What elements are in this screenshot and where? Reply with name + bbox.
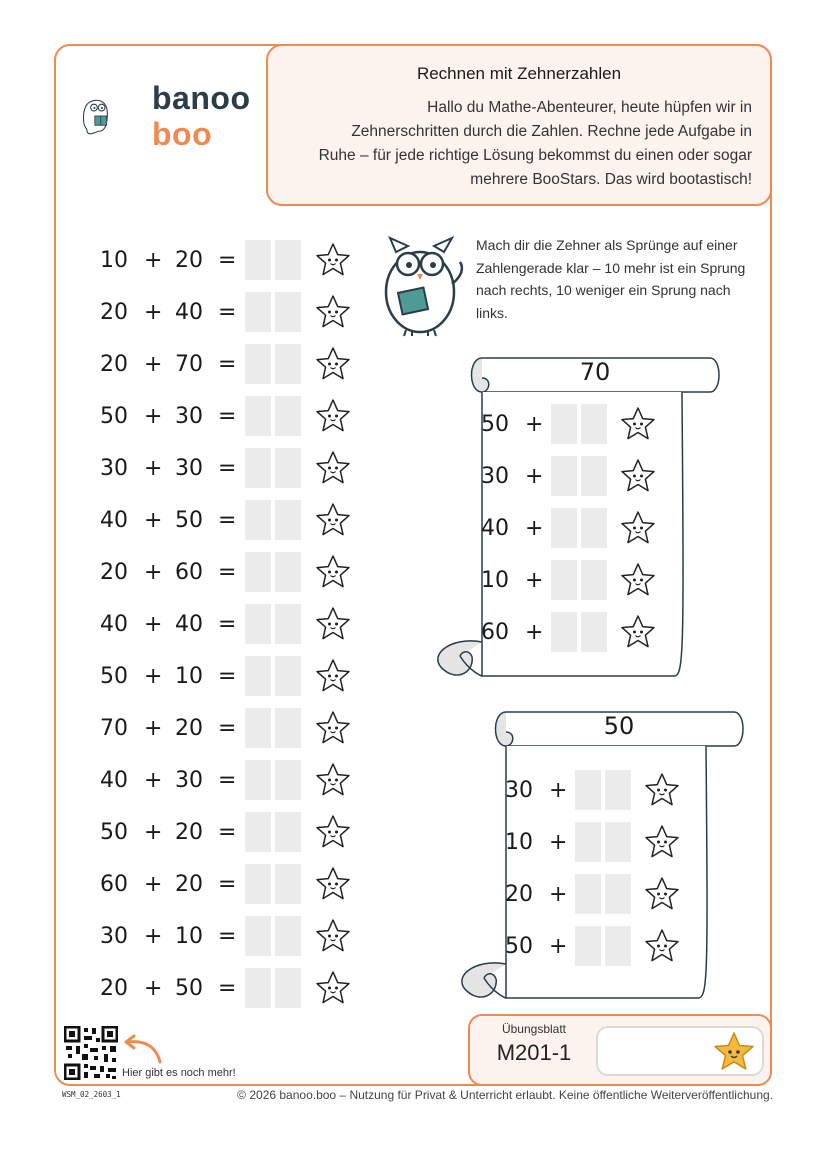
answer-ones-box[interactable] bbox=[581, 612, 607, 652]
star-icon bbox=[643, 927, 681, 965]
equals-sign: = bbox=[218, 404, 237, 429]
star-icon bbox=[314, 761, 352, 799]
answer-ones-box[interactable] bbox=[605, 874, 631, 914]
operator: + bbox=[144, 768, 163, 793]
operand-b: 30 bbox=[175, 404, 203, 429]
star-icon bbox=[314, 397, 352, 435]
answer-tens-box[interactable] bbox=[245, 448, 271, 488]
answer-ones-box[interactable] bbox=[275, 240, 301, 280]
equals-sign: = bbox=[218, 456, 237, 481]
operand-a: 10 bbox=[100, 248, 128, 273]
answer-tens-box[interactable] bbox=[245, 604, 271, 644]
star-icon bbox=[314, 813, 352, 851]
operand-b: 40 bbox=[175, 612, 203, 637]
operand-a: 40 bbox=[100, 508, 128, 533]
copyright-footer: © 2026 banoo.boo – Nutzung für Privat & Unterricht erlaubt. Keine öffentliche Weiterveröffentlichung. bbox=[237, 1088, 773, 1102]
star-icon bbox=[314, 969, 352, 1007]
operator: + bbox=[525, 620, 544, 645]
answer-ones-box[interactable] bbox=[275, 396, 301, 436]
answer-ones-box[interactable] bbox=[581, 508, 607, 548]
operand-b: 40 bbox=[175, 300, 203, 325]
operand-a: 20 bbox=[505, 882, 533, 907]
answer-ones-box[interactable] bbox=[275, 968, 301, 1008]
answer-tens-box[interactable] bbox=[245, 500, 271, 540]
ghost-logo-icon bbox=[78, 66, 158, 166]
operand-b: 50 bbox=[175, 976, 203, 1001]
star-icon bbox=[619, 613, 657, 651]
operand-a: 50 bbox=[100, 404, 128, 429]
answer-ones-box[interactable] bbox=[605, 770, 631, 810]
operand-a: 30 bbox=[481, 464, 509, 489]
sheet-info-box bbox=[468, 1014, 772, 1086]
answer-tens-box[interactable] bbox=[245, 396, 271, 436]
scroll-task-row bbox=[505, 822, 585, 862]
operator: + bbox=[144, 976, 163, 1001]
equals-sign: = bbox=[218, 924, 237, 949]
tip-line: nach rechts, 10 weniger ein Sprung nach bbox=[476, 282, 731, 298]
star-icon bbox=[314, 293, 352, 331]
star-icon bbox=[314, 449, 352, 487]
tip-text bbox=[476, 234, 776, 324]
operand-a: 40 bbox=[100, 612, 128, 637]
scroll-task-row bbox=[481, 404, 561, 444]
operand-a: 50 bbox=[100, 820, 128, 845]
answer-ones-box[interactable] bbox=[275, 656, 301, 696]
operand-a: 50 bbox=[100, 664, 128, 689]
operand-b: 30 bbox=[175, 456, 203, 481]
operator: + bbox=[144, 612, 163, 637]
equals-sign: = bbox=[218, 664, 237, 689]
answer-ones-box[interactable] bbox=[275, 552, 301, 592]
star-icon bbox=[619, 457, 657, 495]
star-icon bbox=[619, 561, 657, 599]
scroll-task-row bbox=[505, 874, 585, 914]
operand-a: 20 bbox=[100, 560, 128, 585]
star-icon bbox=[643, 823, 681, 861]
star-icon bbox=[314, 501, 352, 539]
answer-ones-box[interactable] bbox=[275, 760, 301, 800]
equals-sign: = bbox=[218, 976, 237, 1001]
equals-sign: = bbox=[218, 768, 237, 793]
intro-text bbox=[312, 96, 752, 192]
answer-ones-box[interactable] bbox=[275, 864, 301, 904]
equals-sign: = bbox=[218, 612, 237, 637]
logo-text-banoo: banoo bbox=[152, 80, 251, 116]
answer-tens-box[interactable] bbox=[245, 240, 271, 280]
intro-box bbox=[266, 44, 772, 206]
sheet-label: Übungsblatt bbox=[501, 1022, 567, 1036]
answer-tens-box[interactable] bbox=[551, 456, 577, 496]
scroll-task-row bbox=[505, 770, 585, 810]
answer-ones-box[interactable] bbox=[275, 448, 301, 488]
answer-ones-box[interactable] bbox=[605, 822, 631, 862]
operator: + bbox=[144, 300, 163, 325]
answer-ones-box[interactable] bbox=[581, 560, 607, 600]
scroll-task-row bbox=[505, 926, 585, 966]
operator: + bbox=[525, 516, 544, 541]
equals-sign: = bbox=[218, 820, 237, 845]
operator: + bbox=[525, 412, 544, 437]
answer-ones-box[interactable] bbox=[275, 916, 301, 956]
operator: + bbox=[549, 882, 568, 907]
equals-sign: = bbox=[218, 508, 237, 533]
score-field[interactable] bbox=[596, 1026, 764, 1076]
scroll-task-row bbox=[481, 456, 561, 496]
operator: + bbox=[549, 934, 568, 959]
answer-tens-box[interactable] bbox=[575, 874, 601, 914]
answer-tens-box[interactable] bbox=[575, 926, 601, 966]
star-icon bbox=[314, 917, 352, 955]
star-icon bbox=[643, 771, 681, 809]
answer-tens-box[interactable] bbox=[245, 552, 271, 592]
tip-line: links. bbox=[476, 304, 508, 321]
scroll-1-target: 70 bbox=[579, 358, 611, 386]
answer-ones-box[interactable] bbox=[275, 500, 301, 540]
answer-tens-box[interactable] bbox=[551, 560, 577, 600]
star-icon bbox=[314, 709, 352, 747]
star-icon bbox=[619, 509, 657, 547]
scroll-task-row bbox=[481, 508, 561, 548]
star-icon bbox=[314, 345, 352, 383]
answer-tens-box[interactable] bbox=[551, 612, 577, 652]
answer-ones-box[interactable] bbox=[605, 926, 631, 966]
equals-sign: = bbox=[218, 352, 237, 377]
operand-b: 60 bbox=[175, 560, 203, 585]
owl-teacher-icon bbox=[378, 232, 476, 337]
operand-a: 20 bbox=[100, 300, 128, 325]
star-icon bbox=[314, 657, 352, 695]
operand-a: 20 bbox=[100, 976, 128, 1001]
equals-sign: = bbox=[218, 248, 237, 273]
operand-b: 20 bbox=[175, 716, 203, 741]
answer-tens-box[interactable] bbox=[245, 292, 271, 332]
star-icon bbox=[643, 875, 681, 913]
star-icon bbox=[314, 605, 352, 643]
equals-sign: = bbox=[218, 560, 237, 585]
answer-tens-box[interactable] bbox=[551, 404, 577, 444]
answer-tens-box[interactable] bbox=[245, 812, 271, 852]
answer-tens-box[interactable] bbox=[245, 968, 271, 1008]
operand-a: 50 bbox=[505, 934, 533, 959]
star-icon bbox=[314, 553, 352, 591]
operator: + bbox=[144, 924, 163, 949]
operand-a: 10 bbox=[505, 830, 533, 855]
operand-b: 70 bbox=[175, 352, 203, 377]
answer-ones-box[interactable] bbox=[581, 404, 607, 444]
intro-line: Hallo du Mathe-Abenteurer, heute hüpfen wir in bbox=[427, 99, 752, 116]
scroll-2-target: 50 bbox=[603, 712, 635, 740]
answer-tens-box[interactable] bbox=[245, 916, 271, 956]
equals-sign: = bbox=[218, 716, 237, 741]
operand-a: 50 bbox=[481, 412, 509, 437]
scroll-task-row bbox=[481, 612, 561, 652]
operator: + bbox=[144, 456, 163, 481]
operator: + bbox=[525, 568, 544, 593]
logo-text-boo: boo bbox=[152, 116, 213, 152]
operator: + bbox=[144, 872, 163, 897]
operand-a: 10 bbox=[481, 568, 509, 593]
operand-a: 30 bbox=[100, 924, 128, 949]
operand-a: 40 bbox=[100, 768, 128, 793]
star-icon bbox=[314, 241, 352, 279]
answer-ones-box[interactable] bbox=[275, 812, 301, 852]
operand-a: 30 bbox=[100, 456, 128, 481]
operator: + bbox=[144, 716, 163, 741]
sheet-id: M201-1 bbox=[496, 1040, 572, 1065]
operand-a: 30 bbox=[505, 778, 533, 803]
equals-sign: = bbox=[218, 872, 237, 897]
scroll-task-row bbox=[481, 560, 561, 600]
operand-a: 40 bbox=[481, 516, 509, 541]
page-title: Rechnen mit Zehnerzahlen bbox=[416, 64, 622, 83]
operator: + bbox=[144, 248, 163, 273]
equals-sign: = bbox=[218, 300, 237, 325]
intro-line: Zehnerschritten durch die Zahlen. Rechne jede Aufgabe in bbox=[351, 123, 752, 140]
qr-label: Hier gibt es noch mehr! bbox=[122, 1067, 236, 1079]
operand-b: 10 bbox=[175, 664, 203, 689]
gold-star-icon bbox=[712, 1030, 756, 1074]
answer-tens-box[interactable] bbox=[551, 508, 577, 548]
answer-ones-box[interactable] bbox=[275, 292, 301, 332]
operand-a: 60 bbox=[481, 620, 509, 645]
operator: + bbox=[144, 664, 163, 689]
operator: + bbox=[144, 352, 163, 377]
operand-b: 10 bbox=[175, 924, 203, 949]
operator: + bbox=[144, 404, 163, 429]
operator: + bbox=[525, 464, 544, 489]
operand-b: 20 bbox=[175, 248, 203, 273]
answer-ones-box[interactable] bbox=[275, 604, 301, 644]
intro-line: mehrere BooStars. Das wird bootastisch! bbox=[470, 171, 752, 188]
qr-code-icon bbox=[64, 1026, 118, 1080]
answer-tens-box[interactable] bbox=[575, 770, 601, 810]
answer-ones-box[interactable] bbox=[275, 344, 301, 384]
operator: + bbox=[144, 560, 163, 585]
tip-line: Zahlengerade klar – 10 mehr ist ein Sprung bbox=[476, 259, 746, 276]
answer-ones-box[interactable] bbox=[581, 456, 607, 496]
sheet-code: WSM_02_2603_1 bbox=[62, 1090, 121, 1099]
operator: + bbox=[549, 830, 568, 855]
operand-a: 60 bbox=[100, 872, 128, 897]
answer-tens-box[interactable] bbox=[245, 864, 271, 904]
operand-b: 50 bbox=[175, 508, 203, 533]
operand-b: 30 bbox=[175, 768, 203, 793]
operand-b: 20 bbox=[175, 872, 203, 897]
operand-a: 70 bbox=[100, 716, 128, 741]
star-icon bbox=[619, 405, 657, 443]
star-icon bbox=[314, 865, 352, 903]
operator: + bbox=[549, 778, 568, 803]
tip-line: Mach dir die Zehner als Sprünge auf einer bbox=[476, 237, 738, 253]
intro-line: Ruhe – für jede richtige Lösung bekommst du einen oder sogar bbox=[318, 147, 752, 164]
operator: + bbox=[144, 508, 163, 533]
answer-tens-box[interactable] bbox=[575, 822, 601, 862]
operand-b: 20 bbox=[175, 820, 203, 845]
operand-a: 20 bbox=[100, 352, 128, 377]
answer-tens-box[interactable] bbox=[245, 760, 271, 800]
answer-tens-box[interactable] bbox=[245, 656, 271, 696]
answer-ones-box[interactable] bbox=[275, 708, 301, 748]
operator: + bbox=[144, 820, 163, 845]
answer-tens-box[interactable] bbox=[245, 708, 271, 748]
answer-tens-box[interactable] bbox=[245, 344, 271, 384]
arrow-icon bbox=[120, 1034, 166, 1066]
